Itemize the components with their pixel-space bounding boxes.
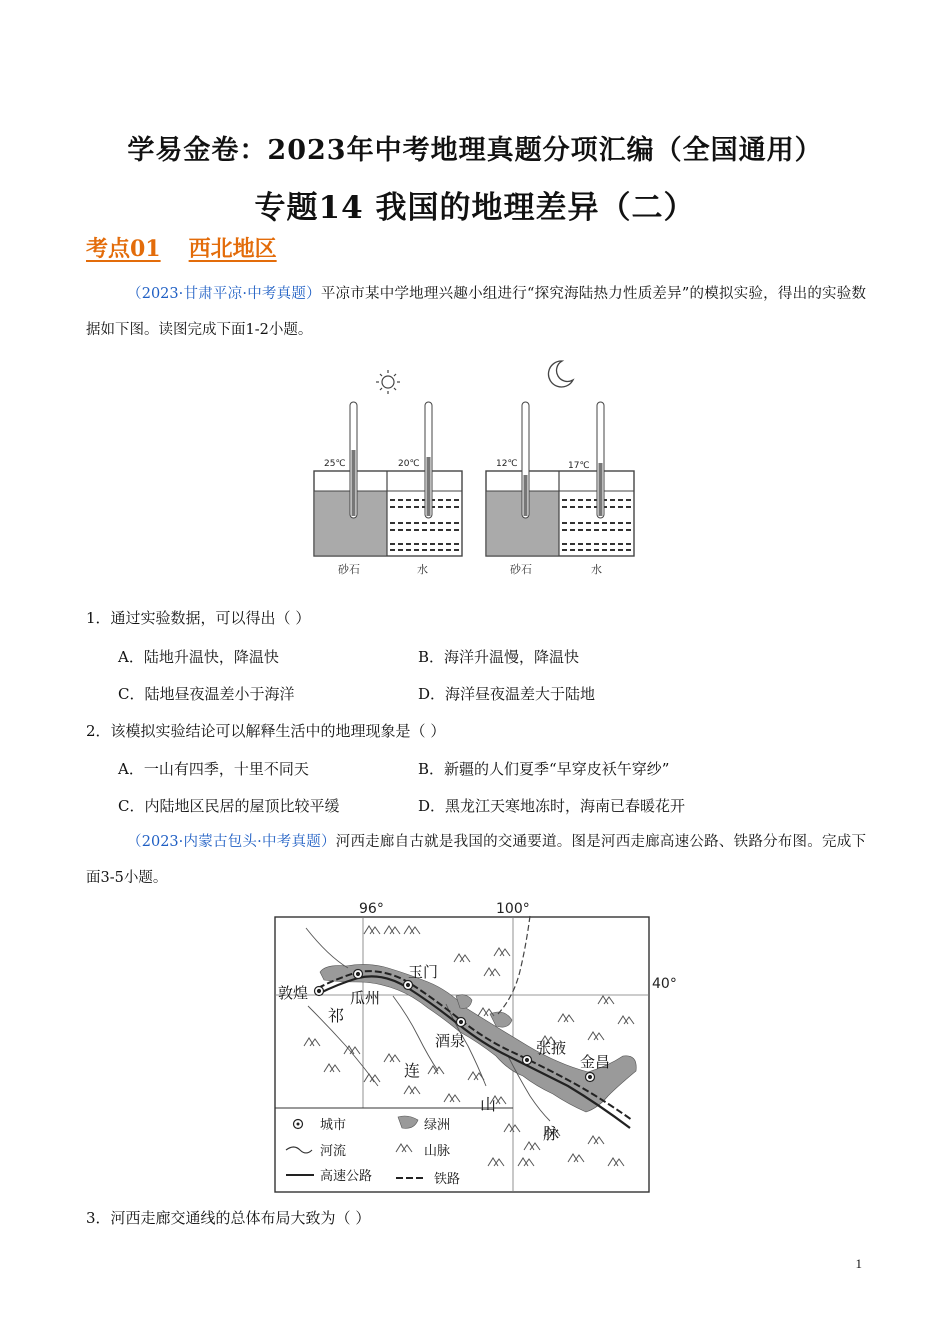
intro-text: 河西走廊自古就是我国的交通要道。图是河西走廊高速公路、铁路分布图。完成下面3-5小题。 [86, 834, 866, 886]
question-1-stem: 1．通过实验数据，可以得出（ ） [86, 609, 311, 627]
q1-option-c[interactable]: C．陆地昼夜温差小于海洋 [118, 685, 295, 703]
legend-city: 城市 [320, 1118, 347, 1133]
label-land-night: 砂石 [510, 563, 532, 576]
question-intro-1 [86, 276, 866, 348]
mountain-label-mai: 脉 [543, 1124, 560, 1143]
topic-title: 专题14 我国的地理差异（二） [254, 190, 696, 226]
q2-option-a[interactable]: A．一山有四季，十里不同天 [118, 760, 309, 778]
legend-mountain: 山脉 [424, 1144, 451, 1159]
question-3-stem: 3．河西走廊交通线的总体布局大致为（ ） [86, 1209, 371, 1227]
city-guazhou: 瓜州 [350, 989, 381, 1007]
night-land-temp: 12℃ [496, 459, 518, 469]
source-citation: （2023·内蒙古包头·中考真题） [127, 834, 336, 850]
moon-icon [548, 361, 573, 387]
experiment-figure [300, 355, 640, 580]
city-jinchang: 金昌 [580, 1053, 611, 1071]
city-zhangye: 张掖 [536, 1039, 567, 1057]
city-yumen: 玉门 [408, 963, 439, 981]
city-dunhuang: 敦煌 [278, 984, 309, 1002]
label-water-day: 水 [417, 563, 428, 576]
night-water-temp: 17℃ [568, 461, 590, 471]
label-land-day: 砂石 [338, 563, 360, 576]
section-name: 西北地区 [188, 236, 277, 262]
q1-option-a[interactable]: A．陆地升温快，降温快 [118, 648, 279, 666]
section-heading [86, 232, 277, 263]
sun-icon [376, 370, 400, 394]
q2-option-b[interactable]: B．新疆的人们夏季“早穿皮袄午穿纱” [418, 760, 670, 778]
label-water-night: 水 [591, 563, 602, 576]
document-title: 学易金卷：2023年中考地理真题分项汇编（全国通用） [127, 135, 823, 166]
longitude-100: 100° [496, 901, 530, 917]
q2-option-c[interactable]: C．内陆地区民居的屋顶比较平缓 [118, 797, 340, 815]
legend-river: 河流 [320, 1144, 347, 1159]
source-citation: （2023·甘肃平凉·中考真题） [127, 286, 321, 302]
question-intro-2 [86, 824, 866, 896]
mountain-label-lian: 连 [404, 1061, 421, 1080]
legend-highway: 高速公路 [320, 1169, 373, 1184]
page-number: 1 [855, 1256, 862, 1271]
hexi-corridor-map [268, 896, 688, 1196]
latitude-40: 40° [652, 976, 677, 992]
question-2-stem: 2．该模拟实验结论可以解释生活中的地理现象是（ ） [86, 722, 446, 740]
longitude-96: 96° [359, 901, 384, 917]
q1-option-b[interactable]: B．海洋升温慢，降温快 [418, 648, 580, 666]
intro-text: 平凉市某中学地理兴趣小组进行“探究海陆热力性质差异”的模拟实验，得出的实验数据如下图。读图完成下面1-2小题。 [86, 286, 866, 338]
q1-option-d[interactable]: D．海洋昼夜温差大于陆地 [418, 685, 596, 703]
night-container [486, 402, 634, 556]
legend-railway: 铁路 [434, 1172, 461, 1187]
mountain-label-shan: 山 [480, 1095, 497, 1114]
q2-option-d[interactable]: D．黑龙江天寒地冻时，海南已春暖花开 [418, 797, 686, 815]
day-container [314, 402, 462, 556]
legend-oasis: 绿洲 [424, 1118, 451, 1133]
section-code: 考点01 [86, 236, 161, 262]
city-jiuquan: 酒泉 [435, 1032, 466, 1050]
day-land-temp: 25℃ [324, 459, 346, 469]
day-water-temp: 20℃ [398, 459, 420, 469]
mountain-label-qi: 祁 [328, 1006, 345, 1025]
